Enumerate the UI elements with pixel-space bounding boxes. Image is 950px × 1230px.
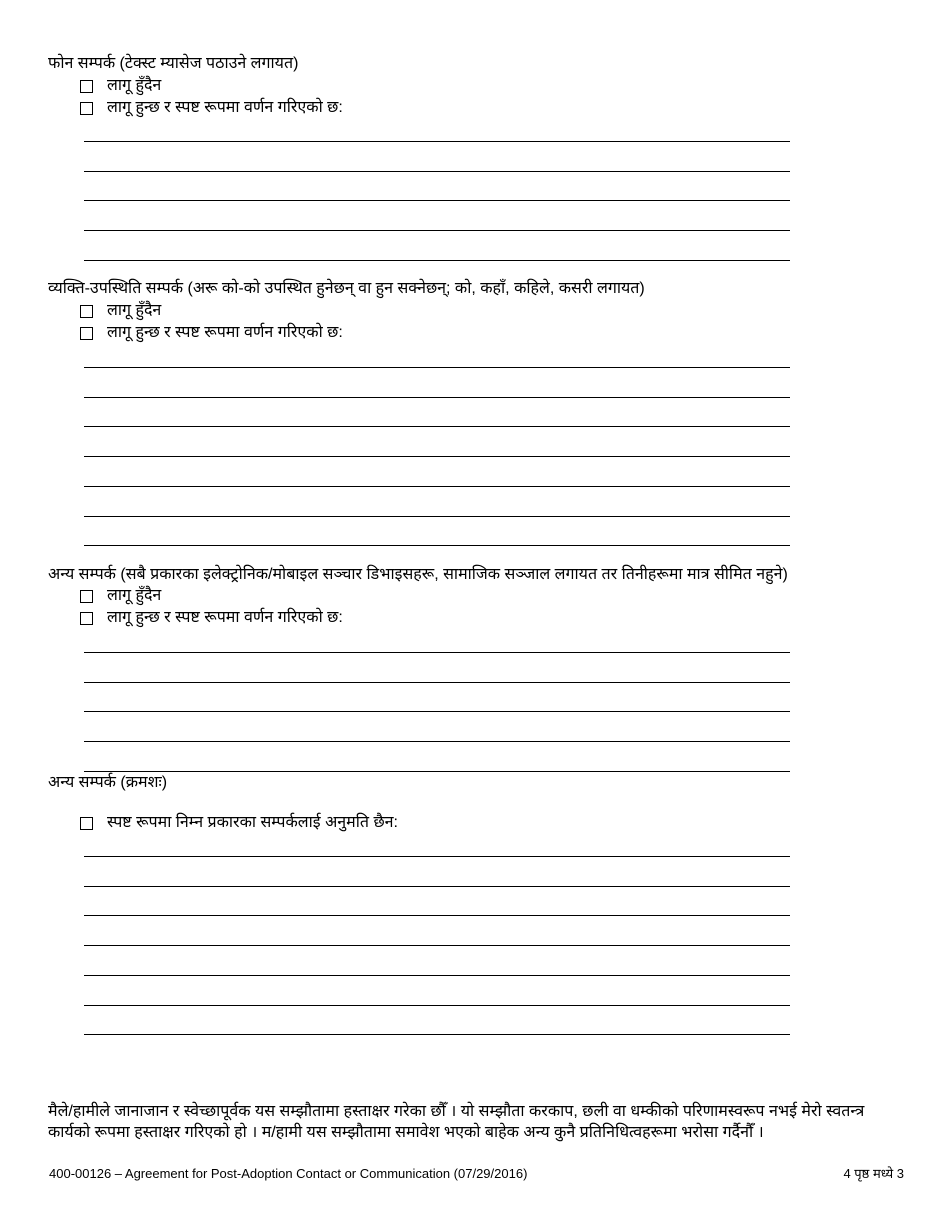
checkbox-not-applicable[interactable]	[80, 76, 161, 96]
checkbox-not-permitted[interactable]	[80, 813, 398, 833]
checkbox-applicable-described[interactable]	[80, 608, 343, 628]
checkbox-label: लागू हुँदैन	[107, 587, 162, 604]
write-in-line[interactable]	[84, 915, 790, 916]
checkbox-applicable-described[interactable]	[80, 323, 343, 343]
form-title: 400-00126 – Agreement for Post-Adoption Contact or Communication (07/29/2016)	[49, 1166, 528, 1181]
section-heading: अन्य सम्पर्क (सबै प्रकारका इलेक्ट्रोनिक/मोबाइल सञ्चार डिभाइसहरू, सामाजिक सञ्जाल लगायत तर तिनीहरूमा मात्र सीमित नहुने)	[48, 566, 788, 583]
write-in-line[interactable]	[84, 545, 790, 546]
write-in-line[interactable]	[84, 945, 790, 946]
checkbox-icon[interactable]	[80, 80, 93, 93]
checkbox-icon[interactable]	[80, 612, 93, 625]
write-in-line[interactable]	[84, 171, 790, 172]
section-heading: फोन सम्पर्क (टेक्स्ट म्यासेज पठाउने लगायत)	[48, 55, 299, 72]
checkbox-icon[interactable]	[80, 590, 93, 603]
write-in-line[interactable]	[84, 1034, 790, 1035]
write-in-line[interactable]	[84, 771, 790, 772]
write-in-line[interactable]	[84, 711, 790, 712]
write-in-line[interactable]	[84, 200, 790, 201]
checkbox-not-applicable[interactable]	[80, 301, 161, 321]
checkbox-label: लागू हुन्छ र स्पष्ट रूपमा वर्णन गरिएको छ:	[107, 609, 343, 626]
section-heading: अन्य सम्पर्क (क्रमशः)	[48, 774, 168, 791]
checkbox-label: लागू हुन्छ र स्पष्ट रूपमा वर्णन गरिएको छ:	[107, 99, 343, 116]
checkbox-label: लागू हुँदैन	[107, 302, 162, 319]
checkbox-icon[interactable]	[80, 102, 93, 115]
section-heading: व्यक्ति-उपस्थिति सम्पर्क (अरू को-को उपस्थित हुनेछन् वा हुन सक्नेछन्; को, कहाँ, कहिले, कसरी लगायत)	[48, 280, 645, 297]
checkbox-label: लागू हुँदैन	[107, 77, 162, 94]
write-in-line[interactable]	[84, 856, 790, 857]
checkbox-icon[interactable]	[80, 817, 93, 830]
page-number: 4 पृष्ठ मध्ये 3	[843, 1166, 904, 1181]
write-in-line[interactable]	[84, 230, 790, 231]
write-in-line[interactable]	[84, 426, 790, 427]
checkbox-icon[interactable]	[80, 305, 93, 318]
write-in-line[interactable]	[84, 1005, 790, 1006]
signature-statement: मैले/हामीले जानाजान र स्वेच्छापूर्वक यस सम्झौतामा हस्ताक्षर गरेका छौँ । यो सम्झौता करकाप, छली वा धम्कीको परिणामस्वरूप नभई मेरो स्वतन्त्र कार्यको रूपमा हस्ताक्षर गरिएको हो । म/हामी यस सम्झौतामा समावेश भएको बाहेक अन्य कुनै प्रतिनिधित्वहरूमा भरोसा गर्दैनौँ ।	[48, 1103, 865, 1141]
write-in-line[interactable]	[84, 652, 790, 653]
write-in-line[interactable]	[84, 260, 790, 261]
write-in-line[interactable]	[84, 367, 790, 368]
write-in-line[interactable]	[84, 975, 790, 976]
checkbox-label: स्पष्ट रूपमा निम्न प्रकारका सम्पर्कलाई अनुमति छैन:	[107, 814, 398, 831]
write-in-line[interactable]	[84, 456, 790, 457]
checkbox-icon[interactable]	[80, 327, 93, 340]
write-in-line[interactable]	[84, 516, 790, 517]
write-in-line[interactable]	[84, 141, 790, 142]
checkbox-applicable-described[interactable]	[80, 98, 343, 118]
write-in-line[interactable]	[84, 486, 790, 487]
write-in-line[interactable]	[84, 397, 790, 398]
checkbox-not-applicable[interactable]	[80, 586, 161, 606]
write-in-line[interactable]	[84, 682, 790, 683]
checkbox-label: लागू हुन्छ र स्पष्ट रूपमा वर्णन गरिएको छ:	[107, 324, 343, 341]
write-in-line[interactable]	[84, 741, 790, 742]
write-in-line[interactable]	[84, 886, 790, 887]
